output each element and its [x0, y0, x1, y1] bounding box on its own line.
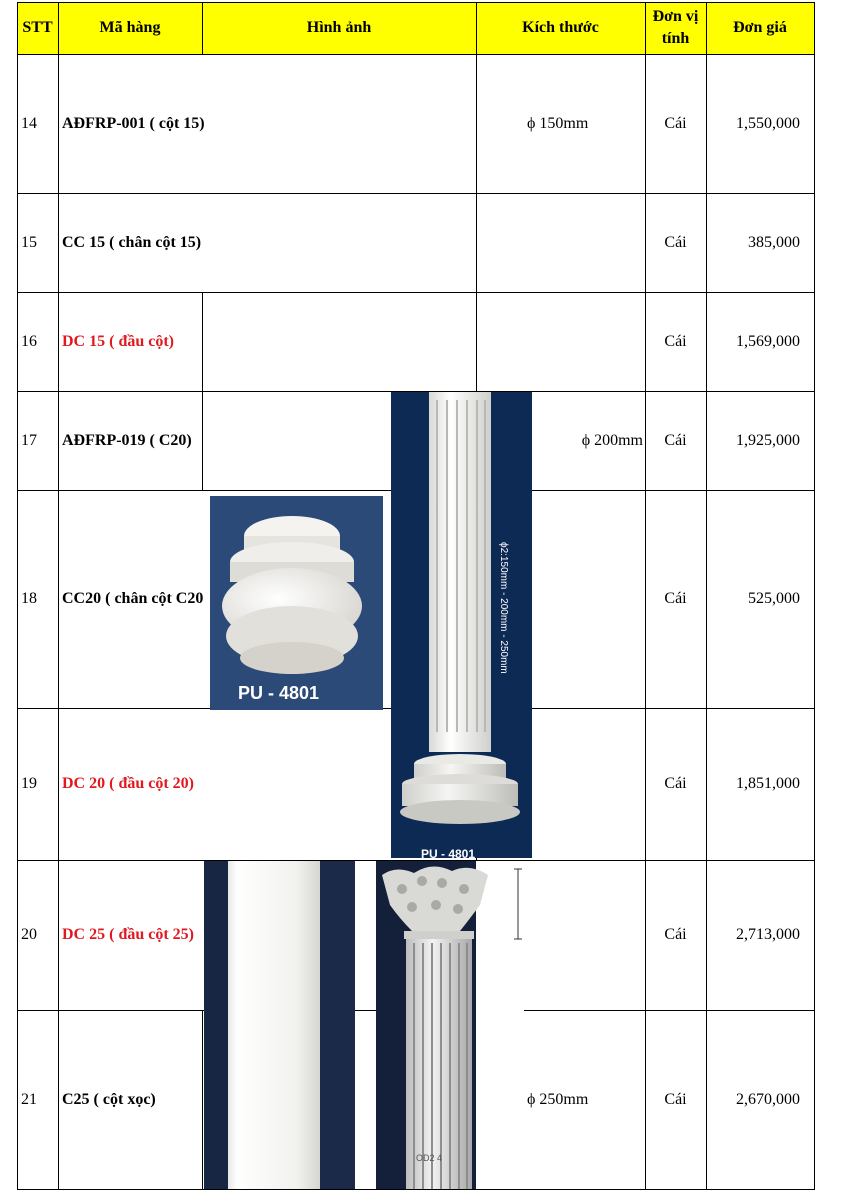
row-19-price: 1,851,000	[736, 775, 800, 792]
row-14-size: ϕ 150mm	[527, 114, 589, 132]
row-17-price: 1,925,000	[736, 431, 800, 449]
column-base-photo	[210, 496, 383, 710]
header-stt: STT	[22, 19, 53, 36]
grid-line	[202, 1010, 203, 1190]
header-price: Đơn giá	[733, 19, 787, 36]
header-code: Mã hàng	[99, 19, 161, 36]
row-21-price: 2,670,000	[736, 1091, 800, 1108]
row-21-code: C25 ( cột xọc)	[62, 1091, 156, 1108]
row-14-unit: Cái	[664, 114, 687, 132]
row-20-unit: Cái	[664, 926, 687, 943]
fluted-column-drawing	[391, 392, 532, 858]
row-19-unit: Cái	[664, 775, 687, 792]
square-column-drawing	[204, 861, 355, 1189]
fluted-column-photo	[391, 392, 532, 858]
grid-line	[58, 2, 59, 1190]
row-14-stt: 14	[21, 114, 37, 132]
row-19-code: DC 20 ( đầu cột 20)	[62, 775, 194, 792]
row-21-size: ϕ 250mm	[527, 1091, 589, 1108]
header-image: Hình ảnh	[306, 19, 372, 36]
grid-line	[17, 2, 815, 3]
column-bottom-label: PU - 4801	[421, 847, 476, 858]
grid-line	[814, 2, 815, 1190]
row-19-stt: 19	[21, 775, 37, 792]
header-unit: Đơn vị tính	[652, 8, 699, 47]
row-15-stt: 15	[21, 233, 37, 251]
row-16-unit: Cái	[664, 332, 687, 350]
corinthian-column-drawing	[376, 861, 524, 1189]
row-17-stt: 17	[21, 431, 37, 449]
row-18-price: 525,000	[748, 590, 800, 607]
grid-line	[202, 2, 203, 54]
square-column-photo	[204, 861, 355, 1189]
row-21-unit: Cái	[664, 1091, 687, 1108]
row-16-code: DC 15 ( đầu cột)	[62, 332, 174, 350]
row-17-code: AĐFRP-019 ( C20)	[62, 431, 192, 449]
row-21-stt: 21	[21, 1091, 37, 1108]
row-15-code: CC 15 ( chân cột 15)	[62, 233, 202, 251]
grid-line	[202, 292, 203, 490]
row-18-stt: 18	[21, 590, 37, 607]
row-15-unit: Cái	[664, 233, 687, 251]
corinthian-column-photo	[376, 861, 524, 1189]
row-18-code: CC20 ( chân cột C20	[62, 590, 204, 607]
base-label: PU - 4801	[238, 683, 320, 703]
row-16-price: 1,569,000	[736, 332, 800, 350]
row-15-price: 385,000	[748, 233, 800, 251]
column-dimension-text: ϕ2:150mm - 200mm - 250mm	[498, 542, 509, 674]
row-16-stt: 16	[21, 332, 37, 350]
row-20-code: DC 25 ( đầu cột 25)	[62, 926, 194, 943]
row-14-price: 1,550,000	[736, 114, 800, 132]
row-17-unit: Cái	[664, 431, 687, 449]
grid-line	[17, 2, 18, 1190]
row-17-size: ϕ 200mm	[581, 431, 643, 449]
row-18-unit: Cái	[664, 590, 687, 607]
row-20-price: 2,713,000	[736, 926, 800, 943]
row-20-stt: 20	[21, 926, 37, 943]
header-size: Kích thước	[522, 19, 599, 36]
fluted-column-label: OD2 4	[416, 1153, 443, 1163]
row-14-code: AĐFRP-001 ( cột 15)	[62, 114, 205, 132]
column-base-drawing	[210, 496, 383, 710]
